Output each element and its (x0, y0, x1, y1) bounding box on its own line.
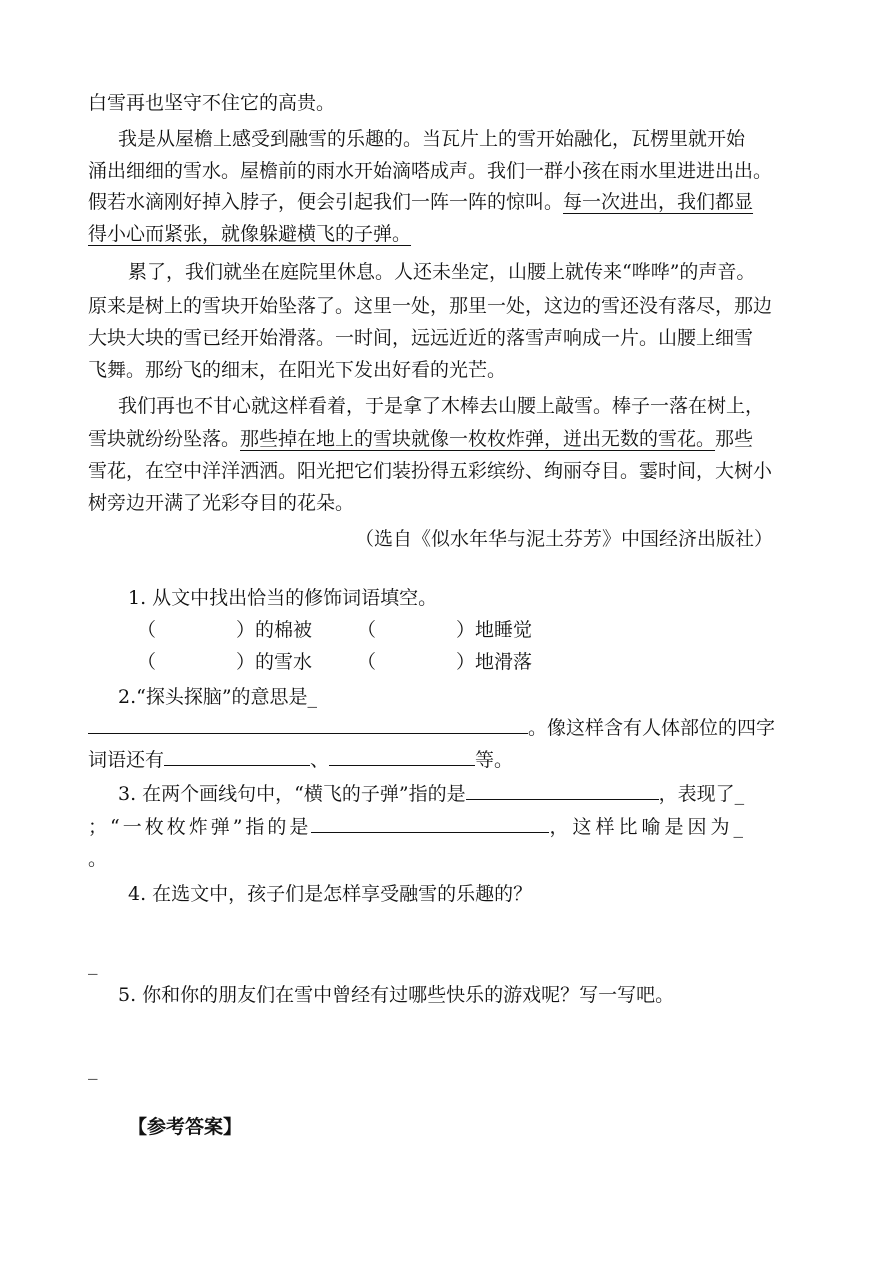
answer-blank[interactable] (466, 779, 659, 800)
question-4: 4. 在选文中，孩子们是怎样享受融雪的乐趣的？ (128, 883, 533, 905)
question-1-blank-row: （ ）地睡觉 (357, 619, 533, 641)
question-1: 1. 从文中找出恰当的修饰词语填空。 (128, 587, 438, 609)
underlined-sentence-1: 每一次进出，我们都显 (563, 191, 754, 213)
passage-line: 涌出细细的雪水。屋檐前的雨水开始滴嗒成声。我们一群小孩在雨水里进进出出。 (88, 160, 773, 182)
question-3: 3. 在两个画线句中，“横飞的子弹”指的是 ，表现了_ (118, 778, 744, 810)
answer-blank[interactable] (311, 812, 549, 833)
passage-line: 累了，我们就坐在庭院里休息。人还未坐定，山腰上就传来“哗哗”的声音。 (128, 261, 756, 283)
question-5: 5. 你和你的朋友们在雪中曾经有过哪些快乐的游戏呢？写一写吧。 (118, 984, 675, 1006)
answer-line[interactable]: _ (88, 953, 98, 975)
question-1-blank-row: （ ）的雪水 (137, 651, 313, 673)
question-2-line: 词语还有 、 等。 (88, 744, 513, 776)
question-2: 2.“探头探脑”的意思是_ (118, 686, 318, 708)
passage-line: 树旁边开满了光彩夺目的花朵。 (88, 492, 355, 514)
passage-line: 我们再也不甘心就这样看着，于是拿了木棒去山腰上敲雪。棒子一落在树上， (118, 395, 765, 417)
passage-line (88, 218, 411, 250)
passage-line: 原来是树上的雪块开始坠落了。这里一处，那里一处，这边的雪还没有落尽，那边 (88, 295, 773, 317)
passage-line: 大块大块的雪已经开始滑落。一时间，远远近近的落雪声响成一片。山腰上细雪 (88, 327, 754, 349)
passage-line: 白雪再也坚守不住它的高贵。 (88, 92, 336, 114)
question-1-blank-row: （ ）的棉被 (137, 619, 313, 641)
answer-line[interactable]: _ (88, 1058, 98, 1080)
passage-line: 雪块就纷纷坠落。那些掉在地上的雪块就像一枚枚炸弹，迸出无数的雪花。那些 (88, 428, 754, 450)
question-3-line: ；“一枚枚炸弹”指的是 ，这样比喻是因为_ (88, 811, 747, 843)
answer-blank[interactable] (329, 745, 475, 766)
answer-blank[interactable] (88, 713, 528, 734)
underlined-sentence-1: 得小心而紧张，就像躲避横飞的子弹。 (88, 223, 412, 245)
question-2-line: 。像这样含有人体部位的四字 (88, 712, 775, 744)
passage-line: 雪花，在空中洋洋洒洒。阳光把它们装扮得五彩缤纷、绚丽夺目。霎时间，大树小 (88, 460, 773, 482)
passage-line: 飞舞。那纷飞的细末，在阳光下发出好看的光芒。 (88, 359, 507, 381)
passage-line: 假若水滴刚好掉入脖子，便会引起我们一阵一阵的惊叫。每一次进出，我们都显 (88, 191, 754, 213)
passage-line: 我是从屋檐上感受到融雪的乐趣的。当瓦片上的雪开始融化，瓦楞里就开始 (118, 128, 746, 150)
source-citation: （选自《似水年华与泥土芬芳》中国经济出版社） (355, 528, 774, 550)
underlined-sentence-2: 那些掉在地上的雪块就像一枚枚炸弹，迸出无数的雪花。 (240, 428, 716, 450)
question-3-line: 。 (88, 848, 108, 870)
answer-heading: 【参考答案】 (128, 1116, 243, 1138)
question-1-blank-row: （ ）地滑落 (357, 651, 533, 673)
answer-blank[interactable] (164, 745, 310, 766)
